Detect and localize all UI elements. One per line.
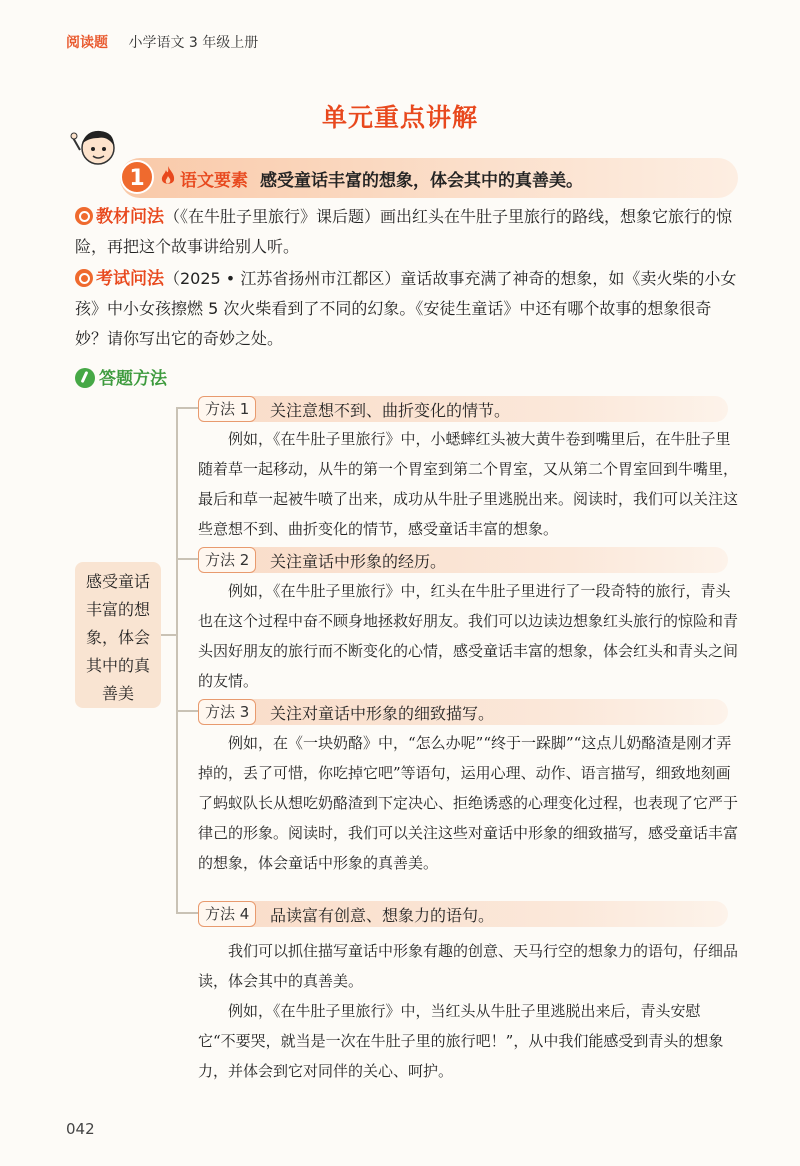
method-heading <box>75 364 167 389</box>
section-number: 1 <box>120 160 154 194</box>
method-title: 关注意想不到、曲折变化的情节。 <box>270 401 511 420</box>
tree-stem <box>161 634 176 636</box>
method-1-paragraph: 例如，《在牛肚子里旅行》中，小蟋蟀红头被大黄牛卷到嘴里后，在牛肚子里随着草一起移动，从牛的第一个胃室到第二个胃室，又从第二个胃室回到牛嘴里，最后和草一起被牛喷了出来，成功从牛肚子里逃脱出来。阅读时，我们可以关注这些意想不到、曲折变化的情节，感受童话丰富的想象。 <box>198 430 739 538</box>
tree-branch <box>176 710 198 712</box>
question-label: 教材问法 <box>96 207 164 227</box>
method-badge: 方法 4 <box>198 901 256 927</box>
method-title: 关注对童话中形象的细致描写。 <box>270 704 495 723</box>
question-label: 考试问法 <box>96 269 164 289</box>
method-2-bar <box>198 547 728 573</box>
method-1-bar <box>198 396 728 422</box>
method-title: 关注童话中形象的经历。 <box>270 552 447 571</box>
side-label-box: 感受童话丰富的想象，体会其中的真善美 <box>75 562 161 708</box>
method-badge: 方法 1 <box>198 396 256 422</box>
tree-trunk <box>176 408 178 914</box>
method-badge: 方法 3 <box>198 699 256 725</box>
tree-branch <box>176 558 198 560</box>
question-text: （《在牛肚子里旅行》课后题）画出红头在牛肚子里旅行的路线，想象它旅行的惊险，再把这个故事讲给别人听。 <box>75 207 733 256</box>
section-text: 感受童话丰富的想象，体会其中的真善美。 <box>260 171 583 191</box>
method-4-example: 例如，《在牛肚子里旅行》中，当红头从牛肚子里逃脱出来后，青头安慰它“不要哭，就当是一次在牛肚子里的旅行吧！”，从中我们能感受到青头的想象力，并体会到它对同伴的关心、呵护。 <box>198 1002 724 1080</box>
search-icon <box>75 269 93 287</box>
pencil-icon <box>75 368 95 388</box>
method-3-paragraph: 例如，在《一块奶酪》中，“怎么办呢”“终于一跺脚”“这点儿奶酪渣是刚才弄掉的，丢了可惜，你吃掉它吧”等语句，运用心理、动作、语言描写，细致地刻画了蚂蚁队长从想吃奶酪渣到下定决心、拒绝诱惑的心理变化过程，也表现了它严于律己的形象。阅读时，我们可以关注这些对童话中形象的细致描写，感受童话丰富的想象，体会童话中形象的真善美。 <box>198 734 739 872</box>
tree-branch <box>176 407 198 409</box>
search-icon <box>75 207 93 225</box>
boy-mascot-icon <box>68 126 122 178</box>
method-title: 品读富有创意、想象力的语句。 <box>270 906 495 925</box>
method-badge: 方法 2 <box>198 547 256 573</box>
section-label: 语文要素 <box>180 171 248 191</box>
method-4-paragraph: 我们可以抓住描写童话中形象有趣的创意、天马行空的想象力的语句，仔细品读，体会其中的真善美。 <box>198 942 739 990</box>
method-heading-text: 答题方法 <box>99 369 167 389</box>
page-title: 单元重点讲解 <box>321 103 478 132</box>
textbook-question <box>75 202 740 262</box>
page-header <box>66 32 258 52</box>
header-book: 小学语文 3 年级上册 <box>128 35 259 51</box>
method-3-bar <box>198 699 728 725</box>
tree-branch <box>176 912 198 914</box>
method-2-paragraph: 例如，《在牛肚子里旅行》中，红头在牛肚子里进行了一段奇特的旅行，青头也在这个过程中奋不顾身地拯救好朋友。我们可以边读边想象红头旅行的惊险和青头因好朋友的旅行而不断变化的心情，感受童话丰富的想象，体会红头和青头之间的友情。 <box>198 582 739 690</box>
exam-question <box>75 264 740 354</box>
page-number: 042 <box>66 1120 95 1138</box>
flame-icon <box>160 165 176 187</box>
header-category: 阅读题 <box>66 35 108 51</box>
method-4-bar <box>198 901 728 927</box>
question-text: （2025 • 江苏省扬州市江都区）童话故事充满了神奇的想象，如《卖火柴的小女孩》中小女孩擦燃 5 次火柴看到了不同的幻象。《安徒生童话》中还有哪个故事的想象很奇妙？请你写出它的奇妙之处。 <box>75 269 737 348</box>
